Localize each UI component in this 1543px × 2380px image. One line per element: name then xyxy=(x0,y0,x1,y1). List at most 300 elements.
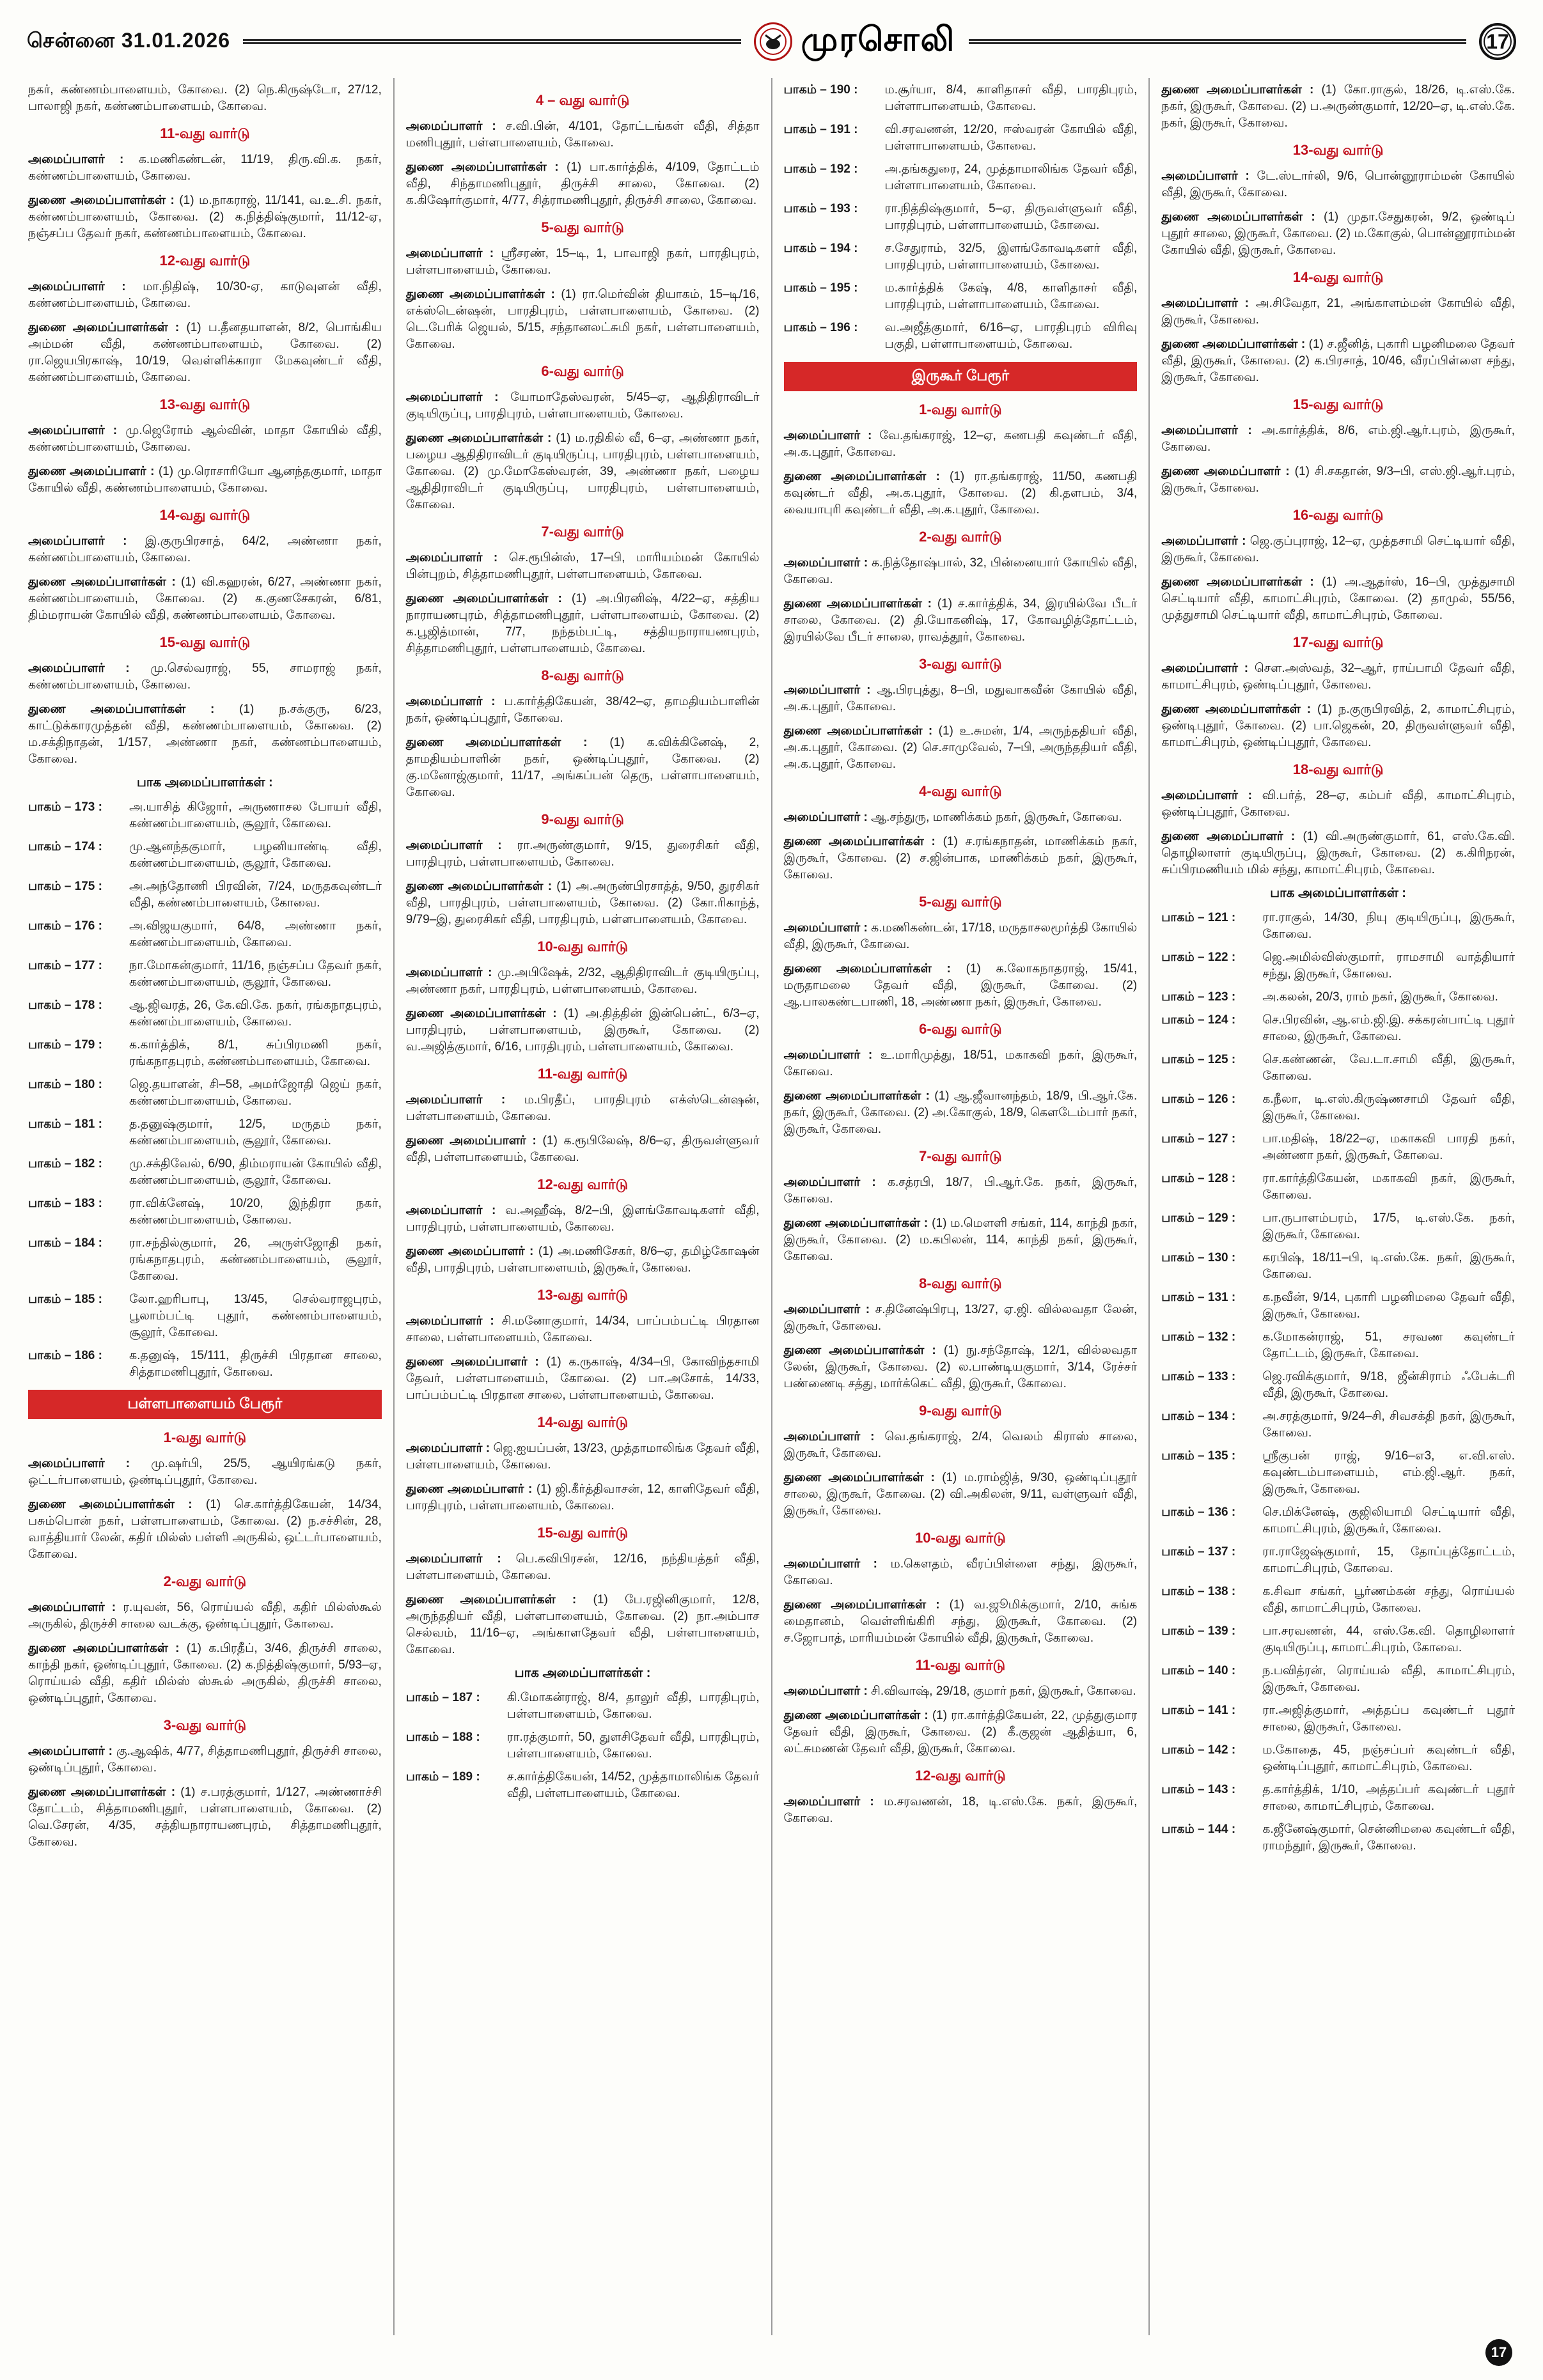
pagam-item xyxy=(28,878,382,912)
pagam-text: ரா.ராஜேஷ்குமார், 15, தோப்புத்தோட்டம், காமாட்சிபுரம், கோவை. xyxy=(1262,1545,1515,1575)
entry-paragraph xyxy=(28,463,382,497)
pagam-text: க.ஜீனேஷ்குமார், சென்னிமலை கவுண்டர் வீதி, ராமந்தூர், இருகூர், கோவை. xyxy=(1262,1823,1515,1853)
pagam-label: பாகம் – 132 : xyxy=(1161,1330,1236,1344)
entry-label: துணை அமைப்பாளர்கள் : xyxy=(1161,703,1317,716)
entry-label: அமைப்பாளர் : xyxy=(783,1684,872,1698)
ward-heading: 7-வது வார்டு xyxy=(541,524,624,540)
pagam-item xyxy=(1161,1583,1515,1617)
pagam-label: பாகம் – 174 : xyxy=(28,840,102,853)
entry-label: அமைப்பாளர் : xyxy=(405,1093,524,1107)
entry-paragraph xyxy=(1161,533,1515,566)
header-rule-right xyxy=(969,39,1467,44)
entry-label: அமைப்பாளர் : xyxy=(405,391,511,404)
pagam-label: பாகம் – 129 : xyxy=(1161,1211,1236,1225)
pagam-label: பாகம் – 177 : xyxy=(28,959,102,972)
entry-paragraph xyxy=(1161,828,1515,878)
entry-label: அமைப்பாளர் : xyxy=(405,1204,505,1217)
entry-label: துணை அமைப்பாளர்கள் : xyxy=(28,194,180,207)
ward-heading: 11-வது வார்டு xyxy=(537,1066,628,1082)
entry-label: துணை அமைப்பாளர்கள் : xyxy=(1161,210,1324,224)
entry-paragraph xyxy=(784,555,1138,588)
pagam-label: பாகம் – 196 : xyxy=(783,321,858,334)
pagam-label: பாகம் – 182 : xyxy=(28,1157,102,1171)
entry-text: க.மணிகண்டன், 17/18, மருதாசலமூர்த்தி கோயில் வீதி, இருகூர், கோவை. xyxy=(783,921,1138,951)
entry-text: (1) நு.சந்தோஷ், 12/1, வில்லவதா லேன், இருகூர், கோவை. (2) ல.பாண்டியகுமார், 3/14, ரேச்சர் பண்ணைடி சத்து, மார்க்கெட் வீதி, இருகூர், கோவை. xyxy=(783,1344,1138,1390)
ward-heading: 5-வது வார்டு xyxy=(919,894,1002,910)
pagam-label: பாகம் – 143 : xyxy=(1161,1783,1236,1796)
pagam-text: ந.பவித்ரன், ரொய்யல் வீதி, காமாட்சிபுரம், இருகூர், கோவை. xyxy=(1262,1664,1515,1694)
pagam-item xyxy=(1161,1623,1515,1656)
pagam-label: பாகம் – 185 : xyxy=(28,1293,102,1306)
pagam-label: பாகம் – 188 : xyxy=(405,1731,480,1744)
pagam-item xyxy=(1161,1329,1515,1362)
entry-paragraph xyxy=(28,1784,382,1851)
entry-label: அமைப்பாளர் : xyxy=(783,683,877,697)
pagam-item xyxy=(1161,1742,1515,1775)
entry-text: வெ.தங்கராஜ், 2/4, வெலம் கிராஸ் சாலை, இருகூர், கோவை. xyxy=(783,1430,1138,1460)
entry-text: (1) க.ரூபிலேஷ், 8/6–ஏ, திருவள்ளுவர் வீதி, பள்ளபாளையம், கோவை. xyxy=(405,1134,760,1164)
pagam-item xyxy=(1161,1504,1515,1537)
entry-paragraph xyxy=(1161,788,1515,821)
pagam-item xyxy=(1161,1091,1515,1124)
entry-paragraph xyxy=(1161,463,1515,497)
entry-paragraph xyxy=(784,920,1138,953)
ward-heading: 10-வது வார்டு xyxy=(537,938,628,954)
entry-label: அமைப்பாளர் : xyxy=(783,1176,888,1189)
entry-label: அமைப்பாளர் : xyxy=(1161,662,1255,675)
pagam-item xyxy=(28,839,382,872)
ward-heading: 6-வது வார்டு xyxy=(919,1021,1002,1037)
pagam-label: பாகம் – 136 : xyxy=(1161,1505,1236,1519)
ward-heading: 13-வது வார்டு xyxy=(159,396,251,412)
entry-text: (1) ம.மௌளி சங்கர், 114, காந்தி நகர், இருகூர், கோவை. (2) ம.கபிலன், 114, காந்தி நகர், இருகூர், கோவை. xyxy=(783,1217,1138,1263)
ward-heading: 11-வது வார்டு xyxy=(915,1657,1006,1673)
entry-paragraph xyxy=(784,1470,1138,1520)
pagam-label: பாகம் – 122 : xyxy=(1161,951,1236,964)
entry-paragraph xyxy=(1161,660,1515,694)
entry-text: அ.சிவேதா, 21, அங்காளம்மன் கோயில் வீதி, இருகூர், கோவை. xyxy=(1161,297,1515,327)
pagam-item xyxy=(784,121,1138,155)
entry-paragraph xyxy=(784,961,1138,1011)
entry-paragraph xyxy=(28,701,382,768)
pagam-item xyxy=(28,1116,382,1149)
entry-text: உ.மாரிமுத்து, 18/51, மகாகவி நகர், இருகூர், கோவை. xyxy=(783,1048,1138,1078)
pagam-item xyxy=(1161,1131,1515,1164)
entry-text: க.நித்தோஷ்பால், 32, பின்னையார் கோயில் வீதி, கோவை. xyxy=(783,556,1138,586)
entry-paragraph xyxy=(1161,168,1515,201)
entry-paragraph xyxy=(784,1047,1138,1080)
masthead-logo-icon xyxy=(754,22,792,61)
entry-paragraph xyxy=(406,1243,760,1277)
pagam-label: பாகம் – 187 : xyxy=(405,1691,480,1704)
pagam-label: பாகம் – 176 : xyxy=(28,919,102,933)
entry-paragraph xyxy=(784,1556,1138,1589)
entry-label: அமைப்பாளர் : xyxy=(405,551,509,564)
entry-label: அமைப்பாளர் : xyxy=(783,1557,891,1571)
pagam-text: பா.ருபாளம்பரம், 17/5, டி.எஸ்.கே. நகர், இருகூர், கோவை. xyxy=(1262,1211,1515,1241)
entry-paragraph xyxy=(784,1088,1138,1138)
pagam-item xyxy=(1161,910,1515,943)
entry-label: அமைப்பாளர் : xyxy=(783,921,872,935)
ward-heading: 13-வது வார்டு xyxy=(1292,142,1384,158)
pagam-text: ச.கார்த்திகேயன், 14/52, முத்தாமாலிங்க தேவர் வீதி, பள்ளபாளையம், கோவை. xyxy=(506,1770,760,1800)
entry-text: ஜெ.குப்புராஜ், 12–ஏ, முத்தசாமி செட்டியார் வீதி, இருகூர், கோவை. xyxy=(1161,534,1515,564)
entry-paragraph xyxy=(1161,295,1515,329)
entry-label: அமைப்பாளர் : xyxy=(1161,169,1257,183)
pagam-label: பாகம் – 137 : xyxy=(1161,1545,1236,1559)
entry-text: பெ.கவிபிரசன், 12/16, நந்தியத்தர் வீதி, பள்ளபாளையம், கோவை. xyxy=(405,1552,760,1582)
pagam-text: மு.ஆனந்தகுமார், பழனியாண்டி வீதி, கண்ணம்பாளையம், சூலூர், கோவை. xyxy=(129,840,382,870)
ward-heading: 13-வது வார்டு xyxy=(537,1287,628,1303)
entry-label: அமைப்பாளர் : xyxy=(405,695,505,708)
pagam-text: க.நவீன், 9/14, புகாரி பழனிமலை தேவர் வீதி, இருகூர், கோவை. xyxy=(1262,1291,1515,1321)
pagam-text: அ.தங்கதுரை, 24, முத்தாமாலிங்க தேவர் வீதி, பள்ளாபாளையம், கோவை. xyxy=(884,162,1138,192)
entry-paragraph xyxy=(784,428,1138,461)
entry-text: ச.தினேஷ்பிரபு, 13/27, ஏ.ஜி. வில்லவதா லேன், இருகூர், கோவை. xyxy=(783,1303,1138,1333)
entry-paragraph xyxy=(406,389,760,423)
entry-text: (1) உ.சுமன், 1/4, அருந்ததியர் வீதி, அ.க.புதூர், கோவை. (2) செ.சாமுவேல், 7–பி, அருந்ததியர் வீதி, அ.க.புதூர், கோவை. xyxy=(783,724,1138,771)
entry-label: துணை அமைப்பாளர்கள் : xyxy=(783,470,950,483)
pagam-item xyxy=(1161,1289,1515,1323)
entry-label: துணை அமைப்பாளர்கள் : xyxy=(405,736,610,749)
pagam-item xyxy=(28,799,382,832)
entry-text: (1) க.விக்கினேஷ், 2, தாமதியம்பாளின் நகர், ஒண்டிப்புதூர், கோவை. (2) கு.மனோஜ்குமார், 11/17, அங்கப்பன் தெரு, பள்ளாபாளையம், கோவை. xyxy=(405,736,760,799)
pagam-section-heading: பாக அமைப்பாளர்கள் : xyxy=(514,1666,651,1680)
ward-heading: 1-வது வார்டு xyxy=(163,1429,247,1445)
pagam-text: ம.சூர்யா, 8/4, காளிதாசர் வீதி, பாரதிபுரம், பள்ளாபாளையம், கோவை. xyxy=(884,83,1138,113)
entry-label: அமைப்பாளர் : xyxy=(783,1795,884,1808)
pagam-item xyxy=(1161,989,1515,1006)
pagam-label: பாகம் – 191 : xyxy=(783,123,858,136)
entry-text: ம.கௌதம், வீரப்பிள்ளை சந்து, இருகூர், கோவை. xyxy=(783,1557,1138,1587)
entry-text: (1) வ.ஜூமிக்குமார், 2/10, சுங்க மைதானம், வெள்ளிங்கிரி சந்து, இருகூர், கோவை. (2) ச.ஜோபாத், மாரியம்மன் கோயில் வீதி, இருகூர், கோவை. xyxy=(783,1598,1138,1645)
pagam-item xyxy=(784,320,1138,353)
entry-text: (1) பா.கார்த்திக், 4/109, தோட்டம் வீதி, சிந்தாமணிபுதூர், திருச்சி சாலை, கோவை. (2) க.கிஷோர்குமார், 4/77, சித்ராமணிபுதூர், திருச்சி சாலை, கோவை. xyxy=(405,160,760,207)
pagam-text: வ.அஜீத்குமார், 6/16–ஏ, பாரதிபுரம் விரிவு பகுதி, பள்ளாபாளையம், கோவை. xyxy=(884,321,1138,351)
ward-heading: 4 – வது வார்டு xyxy=(535,92,630,108)
entry-text: ஸ்ரீசரண், 15–டி, 1, பாவாஜி நகர், பாரதிபுரம், பள்ளபாளையம், கோவை. xyxy=(405,247,760,277)
entry-text: (1) மு.ரொசாரியோ ஆனந்தகுமார், மாதா கோயில் வீதி, கண்ணம்பாளையம், கோவை. xyxy=(28,465,382,495)
pagam-item xyxy=(1161,1702,1515,1736)
ward-heading: 4-வது வார்டு xyxy=(919,783,1002,799)
pagam-text: ஸ்ரீகுபன் ராஜ், 9/16–எ3, எ.வி.எஸ். கவுண்டம்பாளையம், எம்.ஜி.ஆர். நகர், இருகூர், கோவை. xyxy=(1262,1449,1515,1496)
entry-text: மு.ஷர்பி, 25/5, ஆயிரங்கடு நகர், ஒட்டர்பாளையம், ஒண்டிப்புதூர், கோவை. xyxy=(28,1457,382,1487)
pagam-item xyxy=(1161,949,1515,983)
ward-heading: 2-வது வார்டு xyxy=(919,529,1002,545)
pagam-text: ச.சேதுராம், 32/5, இளங்கோவடிகளர் வீதி, பாரதிபுரம், பள்ளாபாளையம், கோவை. xyxy=(884,242,1138,272)
pagam-item xyxy=(406,1769,760,1802)
pagam-label: பாகம் – 140 : xyxy=(1161,1664,1236,1677)
entry-text: (1) அ.மணிசேகர், 8/6–ஏ, தமிழ்கோஷன் வீதி, பாரதிபுரம், பள்ளபாளையம், இருகூர், கோவை. xyxy=(405,1245,760,1275)
entry-text: டே.ஸ்டார்லி, 9/6, பொன்னூராம்மன் கோயில் வீதி, இருகூர், கோவை. xyxy=(1161,169,1515,199)
entry-paragraph xyxy=(406,965,760,998)
entry-text: (1) ரா.தங்கராஜ், 11/50, கணபதி கவுண்டர் வீதி, அ.க.புதூர், கோவை. (2) கி.தளபம், 3/4, வையாபுரி கவுண்டர் வீதி, அ.க.புதூர், கோவை. xyxy=(783,470,1138,517)
entry-text: இ.குருபிரசாத், 64/2, அண்ணா நகர், கண்ணம்பாளையம், கோவை. xyxy=(28,534,382,564)
entry-text: (1) ரா.மெர்வின் தியாகம், 15–டி/16, எக்ஸ்டென்ஷன், பாரதிபுரம், பள்ளபாளையம், கோவை. (2) டெ.பேரிக் ஜெயல், 5/15, சந்தானலட்சுமி நகர், பள்ளபாளையம், கோவை. xyxy=(405,288,760,351)
entry-text: ம.பிரதீப், பாரதிபுரம் எக்ஸ்டென்ஷன், பள்ளபாளையம், கோவை. xyxy=(405,1093,760,1123)
pagam-label: பாகம் – 127 : xyxy=(1161,1132,1236,1146)
entry-label: அமைப்பாளர் : xyxy=(783,811,872,824)
pagam-item xyxy=(784,240,1138,274)
pagam-label: பாகம் – 193 : xyxy=(783,202,858,215)
entry-text: (1) ம.நாகராஜ், 11/141, வ.உ.சி. நகர், கண்ணம்பாளையம், கோவை. (2) க.நித்திஷ்குமார், 11/12-ஏ, நஞ்சப்ப தேவர் நகர், கண்ணம்பாளையம், கோவை. xyxy=(28,194,382,240)
pagam-text: பா.சரவணன், 44, எஸ்.கே.வி. தொழிலாளர் குடியிருப்பு, காமாட்சிபுரம், கோவை. xyxy=(1262,1624,1515,1654)
entry-text: (1) க.பிரதீப், 3/46, திருச்சி சாலை, காந்தி நகர், ஒண்டிப்புதூர், கோவை. (2) க.நித்திஷ்குமார், 5/93–ஏ, ரொய்யல் வீதி, கதிர் மில்ஸ் ஸ்கூல் அருகில், திருச்சி சாலை, ஒண்டிப்புதூர், கோவை. xyxy=(28,1642,382,1705)
entry-paragraph xyxy=(784,1794,1138,1827)
ward-heading: 15-வது வார்டு xyxy=(159,634,251,650)
entry-paragraph xyxy=(784,596,1138,646)
entry-paragraph xyxy=(784,1429,1138,1462)
pagam-label: பாகம் – 178 : xyxy=(28,999,102,1012)
pagam-item xyxy=(28,1195,382,1229)
ward-heading: 18-வது வார்டு xyxy=(1292,761,1384,777)
entry-text: (1) ஆ.ஜீவானந்தம், 18/9, பி.ஆர்.கே. நகர், இருகூர், கோவை. (2) அ.கோகுல், 18/9, கௌடேம்பார் நகர், இருகூர், கோவை. xyxy=(783,1089,1138,1136)
entry-paragraph xyxy=(28,1456,382,1489)
entry-label: துணை அமைப்பாளர் : xyxy=(1161,465,1295,478)
pagam-label: பாகம் – 179 : xyxy=(28,1038,102,1052)
pagam-text: க.தனுஷ், 15/111, திருச்சி பிரதான சாலை, சித்தாமணிபுதூர், கோவை. xyxy=(129,1349,382,1379)
section-banner: பள்ளபாளையம் பேரூர் xyxy=(28,1390,382,1419)
entry-label: துணை அமைப்பாளர் : xyxy=(405,1355,547,1369)
entry-text: ஆ.பிரபுத்து, 8–பி, மதுவாகவீன் கோயில் வீதி, அ.க.புதூர், கோவை. xyxy=(783,683,1138,713)
ward-heading: 3-வது வார்டு xyxy=(163,1717,247,1733)
entry-paragraph xyxy=(406,837,760,871)
pagam-item xyxy=(28,1348,382,1381)
entry-paragraph xyxy=(406,1202,760,1236)
entry-paragraph xyxy=(784,1707,1138,1757)
entry-label: அமைப்பாளர் : xyxy=(405,839,517,852)
pagam-text: செ.பிரவின், ஆ.எம்.ஜி.இ. சக்கரன்பாட்டி புதூர் சாலை, இருகூர், கோவை. xyxy=(1262,1013,1515,1043)
entry-label: துணை அமைப்பாளர்கள் : xyxy=(783,597,937,611)
entry-label: துணை அமைப்பாளர்கள் : xyxy=(405,1007,564,1020)
pagam-label: பாகம் – 183 : xyxy=(28,1197,102,1210)
entry-text: க.மணிகண்டன், 11/19, திரு.வி.க. நகர், கண்ணம்பாளையம், கோவை. xyxy=(28,153,382,183)
entry-text: மு.ஜெரோம் ஆல்வின், மாதா கோயில் வீதி, கண்ணம்பாளையம், கோவை. xyxy=(28,424,382,454)
ward-heading: 10-வது வார்டு xyxy=(915,1530,1006,1546)
entry-label: துணை அமைப்பாளர்கள் : xyxy=(28,321,187,334)
entry-label: அமைப்பாளர் : xyxy=(28,280,143,293)
pagam-item xyxy=(784,201,1138,234)
entry-text: (1) அ.பிரனிஷ், 4/22–ஏ, சத்திய நாராயணபுரம், சித்தாமணிபுதூர், பள்ளபாளையம், கோவை. (2) க.பூஜித்மான், 7/7, நந்தம்பட்டி, சத்தியநாராயணபுரம், சித்தாமணிபுதூர், பள்ளபாளையம், கோவை. xyxy=(405,592,760,655)
masthead xyxy=(754,20,956,63)
pagam-label: பாகம் – 128 : xyxy=(1161,1172,1236,1185)
entry-label: துணை அமைப்பாளர் : xyxy=(405,1482,537,1496)
entry-paragraph xyxy=(1161,209,1515,259)
entry-text: (1) ம.ராம்ஜித், 9/30, ஒண்டிப்புதூர் சாலை, இருகூர், கோவை. (2) வி.அகிலன், 9/11, வள்ளுவர் வீதி, இருகூர், கோவை. xyxy=(783,1471,1138,1518)
pagam-text: மு.சக்திவேல், 6/90, திம்மராயன் கோயில் வீதி, கண்ணம்பாளையம், சூலூர், கோவை. xyxy=(129,1157,382,1187)
entry-label: துணை அமைப்பாளர் : xyxy=(28,465,159,478)
entry-label: துணை அமைப்பாளர்கள் : xyxy=(783,835,943,848)
entry-paragraph xyxy=(1161,336,1515,386)
entry-paragraph xyxy=(784,682,1138,715)
entry-paragraph xyxy=(406,1092,760,1125)
entry-paragraph xyxy=(406,159,760,209)
pagam-text: ரா.விக்னேஷ், 10/20, இந்திரா நகர், கண்ணம்பாளையம், கோவை. xyxy=(129,1197,382,1227)
entry-label: அமைப்பாளர் : xyxy=(405,1442,494,1455)
pagam-text: ம.கார்த்திக் கேஷ், 4/8, காளிதாசர் வீதி, பாரதிபுரம், பள்ளாபாளையம், கோவை. xyxy=(884,281,1138,311)
entry-text: (1) ரா.கார்த்திகேயன், 22, முத்துகுமார தேவர் வீதி, இருகூர், கோவை. (2) கீ.குஜன் ஆதித்யா, 6, லட்சுமணன் தேவர் வீதி, இருகூர், கோவை. xyxy=(783,1709,1138,1755)
entry-label: துணை அமைப்பாளர்கள் : xyxy=(783,1709,932,1722)
entry-label: துணை அமைப்பாளர்கள் : xyxy=(28,1642,187,1655)
pagam-text: வி.சரவணன், 12/20, ஈஸ்வரன் கோயில் வீதி, பள்ளாபாளையம், கோவை. xyxy=(884,123,1138,153)
entry-paragraph xyxy=(784,1683,1138,1700)
entry-label: துணை அமைப்பாளர்கள் : xyxy=(405,592,572,605)
pagam-item xyxy=(1161,1782,1515,1815)
pagam-label: பாகம் – 184 : xyxy=(28,1236,102,1250)
entry-text: மு.செல்வராஜ், 55, சாமராஜ் நகர், கண்ணம்பாளையம், கோவை. xyxy=(28,662,382,692)
pagam-item xyxy=(1161,1250,1515,1283)
entry-label: அமைப்பாளர் : xyxy=(28,1745,116,1758)
ward-heading: 17-வது வார்டு xyxy=(1292,634,1384,650)
entry-label: துணை அமைப்பாளர்கள் : xyxy=(405,288,561,301)
ward-heading: 14-வது வார்டு xyxy=(537,1414,628,1430)
entry-paragraph xyxy=(406,550,760,583)
entry-paragraph xyxy=(1161,423,1515,456)
pagam-item xyxy=(28,918,382,951)
pagam-item xyxy=(784,82,1138,115)
entry-label: துணை அமைப்பாளர்கள் : xyxy=(1161,575,1322,589)
pagam-text: லோ.ஹரிபாபு, 13/45, செல்வராஜபுரம், பூலாம்பட்டி புதூர், கண்ணம்பாளையம், சூலூர், கோவை. xyxy=(129,1293,382,1339)
entry-label: அமைப்பாளர் : xyxy=(28,534,145,548)
entry-paragraph xyxy=(406,245,760,279)
pagam-label: பாகம் – 173 : xyxy=(28,800,102,814)
entry-label: துணை அமைப்பாளர்கள் : xyxy=(1161,338,1309,351)
entry-text: (1) ச.ஜீனித், புகாரி பழனிமலை தேவர் வீதி, இருகூர், கோவை. (2) க.பிரசாத், 10/46, வீரப்பிள்ளை சந்து, இருகூர், கோவை. xyxy=(1161,338,1515,384)
ward-heading: 12-வது வார்டு xyxy=(159,253,251,268)
entry-label: துணை அமைப்பாளர்கள் : xyxy=(28,575,182,589)
entry-label: துணை அமைப்பாளர் : xyxy=(405,1245,538,1258)
entry-paragraph xyxy=(28,1599,382,1633)
entry-label: துணை அமைப்பாளர்கள் : xyxy=(783,1217,932,1230)
pagam-item xyxy=(1161,1052,1515,1085)
pagam-label: பாகம் – 190 : xyxy=(783,83,858,97)
ward-heading: 5-வது வார்டு xyxy=(541,219,624,235)
page-number-bottom: 17 xyxy=(1485,2339,1512,2366)
entry-text: (1) அ.தித்தின் இன்பென்ட், 6/3–ஏ, பாரதிபுரம், பள்ளபாளையம், இருகூர், கோவை. (2) வ.அஜித்குமார், 6/16, பாரதிபுரம், பள்ளபாளையம், கோவை. xyxy=(405,1007,760,1054)
entry-text: (1) கோ.ராகுல், 18/26, டி.எஸ்.கே. நகர், இருகூர், கோவை. (2) ப.அருண்குமார், 12/20–ஏ, டி.எஸ்.கே. நகர், இருகூர், கோவை. xyxy=(1161,83,1515,130)
entry-text: (1) க.ருகாஷ், 4/34–பி, கோவிந்தசாமி தேவர், பள்ளபாளையம், கோவை. (2) பா.அசோக், 14/33, பாப்பம்பட்டி பிரதான சாலை, பள்ளபாளையம், கோவை. xyxy=(405,1355,760,1402)
pagam-label: பாகம் – 138 : xyxy=(1161,1585,1236,1598)
pagam-text: ரா.நித்திஷ்குமார், 5–ஏ, திருவள்ளுவர் வீதி, பாரதிபுரம், பள்ளாபாளையம், கோவை. xyxy=(884,202,1138,232)
pagam-label: பாகம் – 139 : xyxy=(1161,1624,1236,1638)
entry-text: (1) ப.தீனதயாளன், 8/2, பொங்கிய அம்மன் வீதி, கண்ணம்பாளையம், கோவை. (2) ரா.ஜெயபிரகாஷ், 10/19, வெள்ளிக்காரா மேகவுண்டர் வீதி, கண்ணம்பாளையம், கோவை. xyxy=(28,321,382,384)
entry-label: அமைப்பாளர் : xyxy=(28,1457,152,1470)
entry-label: துணை அமைப்பாளர்கள் : xyxy=(405,1593,593,1606)
entry-label: அமைப்பாளர் : xyxy=(28,662,151,675)
pagam-text: கரபிஷ், 18/11–பி, டி.எஸ்.கே. நகர், இருகூர், கோவை. xyxy=(1262,1251,1515,1281)
entry-label: துணை அமைப்பாளர் : xyxy=(1161,830,1303,843)
column-3 xyxy=(772,78,1150,2335)
column-4 xyxy=(1150,78,1516,2335)
pagam-label: பாகம் – 175 : xyxy=(28,880,102,893)
entry-label: அமைப்பாளர் : xyxy=(405,247,501,260)
entry-paragraph xyxy=(28,192,382,242)
entry-paragraph xyxy=(28,320,382,386)
pagam-text: அ.கலன், 20/3, ராம் நகர், இருகூர், கோவை. xyxy=(1262,990,1498,1004)
pagam-label: பாகம் – 130 : xyxy=(1161,1251,1236,1264)
pagam-item xyxy=(28,1077,382,1110)
entry-text: (1) ந.குருபிரவித், 2, காமாட்சிபுரம், ஒண்டிபுதூர், கோவை. (2) பா.ஜெகன், 20, திருவள்ளுவர் வீதி, காமாட்சிபுரம், ஒண்டிப்புதூர், கோவை. xyxy=(1161,703,1515,749)
pagam-text: ரா.ரத்குமார், 50, துளசிதேவர் வீதி, பாரதிபுரம், பள்ளபாளையம், கோவை. xyxy=(506,1731,760,1761)
continuation-text: நகர், கண்ணம்பாளையம், கோவை. (2) நெ.கிருஷ்டோ, 27/12, பாலாஜி நகர், கண்ணம்பாளையம், கோவை. xyxy=(28,83,382,113)
pagam-item xyxy=(28,1037,382,1070)
pagam-item xyxy=(784,280,1138,313)
entry-paragraph xyxy=(406,1313,760,1346)
pagam-label: பாகம் – 124 : xyxy=(1161,1013,1236,1027)
ward-heading: 9-வது வார்டு xyxy=(541,811,624,827)
ward-heading: 11-வது வார்டு xyxy=(160,125,250,141)
entry-text: (1) ச.கார்த்திக், 34, இரயில்வே பீடர் சாலை, கோவை. (2) தி.யோகனிஷ், 17, கோவழித்தோட்டம், இரயில்வே பீடர் சாலை, ராவத்தூர், கோவை. xyxy=(783,597,1138,644)
pagam-label: பாகம் – 126 : xyxy=(1161,1093,1236,1106)
pagam-text: அ.அந்தோணி பிரவின், 7/24, மருதகவுண்டர் வீதி, கண்ணம்பாளையம், கோவை. xyxy=(129,880,382,910)
pagam-label: பாகம் – 144 : xyxy=(1161,1823,1236,1836)
pagam-label: பாகம் – 125 : xyxy=(1161,1053,1236,1066)
pagam-text: நா.மோகன்குமார், 11/16, நஞ்சப்ப தேவர் நகர், கண்ணம்பாளையம், சூலூர், கோவை. xyxy=(129,959,382,989)
pagam-item xyxy=(1161,1171,1515,1204)
pagam-label: பாகம் – 195 : xyxy=(783,281,858,295)
entry-text: (1) ச.ரங்கநாதன், மாணிக்கம் நகர், இருகூர், கோவை. (2) ச.ஜின்பாக, மாணிக்கம் நகர், இருகூர், கோவை. xyxy=(783,835,1138,882)
entry-text: ஜெ.ஐயப்பன், 13/23, முத்தாமாலிங்க தேவர் வீதி, பள்ளபாளையம், கோவை. xyxy=(405,1442,760,1472)
pagam-label: பாகம் – 192 : xyxy=(783,162,858,176)
ward-heading: 16-வது வார்டு xyxy=(1292,507,1384,523)
entry-text: (1) க.லோகநாதராஜ், 15/41, மருதாமலை தேவர் வீதி, இருகூர், கோவை. (2) ஆ.பாலகண்டபாணி, 18, அண்ணா நகர், இருகூர், கோவை. xyxy=(783,962,1138,1009)
ward-heading: 15-வது வார்டு xyxy=(537,1525,628,1541)
entry-paragraph xyxy=(28,660,382,694)
pagam-item xyxy=(784,161,1138,194)
entry-label: அமைப்பாளர் : xyxy=(405,1552,516,1566)
column-2 xyxy=(395,78,772,2335)
entry-text: (1) செ.கார்த்திகேயன், 14/34, பசும்பொன் நகர், பள்ளபாளையம், கோவை. (2) ந.சச்சின், 28, வாத்தியார் லேன், கதிர் மில்ஸ் பள்ளி அருகில், ஒட்டர்பாளையம், கோவை. xyxy=(28,1498,382,1561)
pagam-item xyxy=(28,1291,382,1341)
article-columns xyxy=(27,78,1516,2335)
entry-paragraph xyxy=(406,1006,760,1055)
entry-paragraph xyxy=(406,1354,760,1404)
entry-label: துணை அமைப்பாளர்கள் : xyxy=(783,1471,943,1484)
pagam-label: பாகம் – 142 : xyxy=(1161,1743,1236,1757)
pagam-label: பாகம் – 135 : xyxy=(1161,1449,1236,1463)
ward-heading: 9-வது வார்டு xyxy=(919,1403,1002,1419)
edition-date: சென்னை 31.01.2026 xyxy=(27,28,231,52)
entry-paragraph xyxy=(784,1342,1138,1392)
entry-label: துணை அமைப்பாளர்கள் : xyxy=(28,1785,181,1799)
entry-label: துணை அமைப்பாளர்கள் : xyxy=(783,1598,950,1612)
pagam-section-heading: பாக அமைப்பாளர்கள் : xyxy=(1270,886,1406,900)
pagam-item xyxy=(28,958,382,991)
pagam-label: பாகம் – 181 : xyxy=(28,1117,102,1131)
entry-label: துணை அமைப்பாளர்கள் : xyxy=(28,1498,206,1511)
ward-heading: 1-வது வார்டு xyxy=(919,401,1002,417)
header-rule-left xyxy=(243,39,741,44)
entry-paragraph xyxy=(406,694,760,727)
entry-text: ர.யுவன், 56, ரொய்யல் வீதி, கதிர் மில்ஸ்கூல் அருகில், திருச்சி சாலை வடக்கு, ஒண்டிப்புதூர், கோவை. xyxy=(28,1601,382,1631)
entry-label: அமைப்பாளர் : xyxy=(783,1048,881,1062)
entry-label: அமைப்பாளர் : xyxy=(783,1303,875,1316)
entry-paragraph xyxy=(28,574,382,624)
entry-paragraph xyxy=(28,1640,382,1707)
pagam-text: ரா.கார்த்திகேயன், மகாகவி நகர், இருகூர், கோவை. xyxy=(1262,1172,1515,1202)
ward-heading: 15-வது வார்டு xyxy=(1292,396,1384,412)
pagam-text: அ.விஜயகுமார், 64/8, அண்ணா நகர், கண்ணம்பாளையம், கோவை. xyxy=(129,919,382,949)
section-banner: இருகூர் பேரூர் xyxy=(784,362,1138,391)
ward-heading: 3-வது வார்டு xyxy=(919,656,1002,672)
ward-heading: 12-வது வார்டு xyxy=(537,1176,628,1192)
ward-heading: 14-வது வார்டு xyxy=(159,507,251,523)
pagam-text: அ.யாசித் கிஜோர், அருணாசல போயர் வீதி, கண்ணம்பாளையம், சூலூர், கோவை. xyxy=(129,800,382,830)
entry-paragraph xyxy=(784,723,1138,773)
pagam-text: த.கார்த்திக், 1/10, அத்தப்பர் கவுண்டர் புதூர் சாலை, காமாட்சிபுரம், கோவை. xyxy=(1262,1783,1515,1813)
entry-text: மு.அபிஷேக், 2/32, ஆதிதிராவிடர் குடியிருப்பு, அண்ணா நகர், பாரதிபுரம், பள்ளபாளையம், கோவை. xyxy=(405,966,760,996)
entry-text: க.சத்ரபி, 18/7, பி.ஆர்.கே. நகர், இருகூர், கோவை. xyxy=(783,1176,1138,1206)
